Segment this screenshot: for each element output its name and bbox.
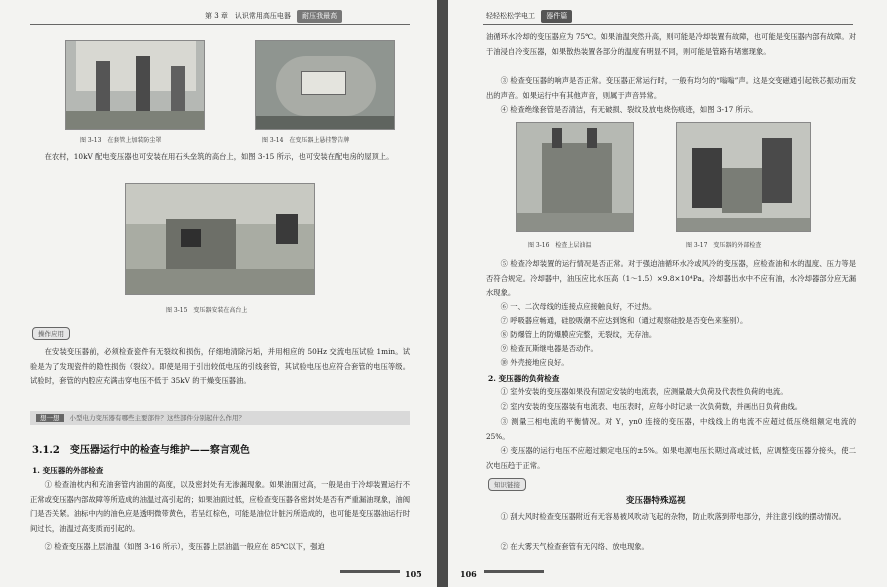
- item-4-bushing-check: ④ 检查绝缘套管是否清洁，有无破损、裂纹及放电烧伤痕迹，如图 3-17 所示。: [500, 105, 758, 114]
- right-running-header: [486, 8, 572, 24]
- section-title-3-1-2: 3.1.2 变压器运行中的检查与维护——察言观色: [32, 445, 250, 456]
- load-item-3: ③ 测量三相电流的平衡情况。对 Y，yn0 连接的变压器，中线线上的电流不应超过低压绕组额定电流的 25%。: [486, 417, 856, 441]
- load-item-1: ① 室外安装的变压器如果没有固定安装的电流表，应测量最大负荷及代表性负荷的电流。: [500, 387, 788, 396]
- think-label: 想一想: [36, 414, 64, 422]
- item-10-grounding: ⑩ 外壳接地应良好。: [500, 358, 569, 367]
- item-2-oil-temperature: ② 检查变压器上层油温（如图 3-16 所示），变压器上层油温一般应在 85℃以下，强迫: [44, 542, 325, 551]
- right-header-tag: 器件篇: [541, 10, 572, 23]
- figure-3-13-caption: 图 3-13 在套管上加装防尘罩: [80, 137, 162, 144]
- left-header-rule: [30, 24, 410, 25]
- knowledge-link-badge: 知识链接: [488, 478, 526, 491]
- left-running-header: [205, 8, 342, 24]
- figure-3-16-photo: [516, 122, 634, 232]
- figure-3-14-caption: 图 3-14 在变压器上悬挂警告牌: [262, 137, 350, 144]
- figure-3-16-caption: 图 3-16 检查上层油温: [528, 242, 592, 249]
- paragraph-rural-installation: 在农村，10kV 配电变压器也可安装在用石头垒筑的高台上，如图 3-15 所示，也可安装在配电房的屋顶上。: [44, 152, 394, 161]
- special-item-1: ① 刮大风时检查变压器附近有无容易被风吹动飞起的杂物，防止吹落到带电部分，并注意引线的摆动情况。: [500, 512, 846, 521]
- left-header-tag: 耐压我最高: [297, 10, 342, 23]
- tip-label-badge: 操作应用: [32, 327, 70, 340]
- item-9-gas-relay: ⑨ 检查瓦斯继电器是否动作。: [500, 344, 598, 353]
- right-page: [448, 0, 887, 587]
- right-header-rule: [483, 24, 853, 25]
- right-page-number: 106: [460, 569, 477, 579]
- think-box: [30, 411, 410, 425]
- left-header-chapter: 第 3 章 认识常用高压电器: [205, 12, 291, 20]
- left-page: [0, 0, 437, 587]
- left-page-number-bar: [340, 570, 400, 573]
- section-title-special-inspection: 变压器特殊巡视: [626, 496, 686, 506]
- figure-3-15-photo: [125, 183, 315, 295]
- paragraph-temperature-continued: 油循环水冷却的变压器应为 75℃。如果油温突然升高，则可能是冷却装置有故障，也可能是变压器内部有故障。对于油浸自冷变压器，如果散热装置各部分的温度有明显不同，则可能是管路有堵塞现象。: [486, 32, 857, 56]
- special-item-2: ② 在大雾天气检查套管有无闪络、放电现象。: [500, 542, 649, 551]
- item-3-sound-check: ③ 检查变压器的响声是否正常。变压器正常运行时，一般有均匀的“嗡嗡”声。这是交变磁通引起铁芯振动而发出的声音。如果运行中有其他声音，则属于声音异常。: [486, 76, 856, 100]
- think-question: 小型电力变压器有哪些主要部件？这些部件分别起什么作用？: [69, 414, 245, 422]
- figure-3-17-caption: 图 3-17 变压器的外部检查: [686, 242, 762, 249]
- left-page-number: 105: [405, 569, 422, 579]
- right-header-title: 轻轻松松学电工: [486, 12, 535, 20]
- item-1-oil-level: ① 检查油枕内和充油套管内油面的高度，以及密封处有无渗漏现象。如果油面过高，一般是由于冷却装置运行不正常或变压器内部故障等所造成的油温过高引起的；如果油面过低，应检查变压器各密封处是否有严重漏油现象，油阀门是否关紧。油标中内的油色应是透明微带黄色，若呈红棕色，可能是油位计脏污所造成的，也可能是变压器油运行时间过长，油温过高变质而引起的。: [30, 480, 410, 533]
- load-item-2: ② 室内安装的变压器装有电流表、电压表时，应每小时记录一次负荷数，并画出日负荷曲线。: [500, 402, 803, 411]
- subsection-title-load-check: 2. 变压器的负荷检查: [488, 374, 560, 383]
- figure-3-17-photo: [676, 122, 811, 232]
- item-5-cooling-check: ⑤ 检查冷却装置的运行情况是否正常。对于强迫油循环水冷或风冷的变压器，应检查油和水的温度、压力等是否符合规定。冷却器中，油压应比水压高（1～1.5）×9.8×10⁴Pa。冷却器出水中不应有油，水冷却器部分应无漏水现象。: [486, 259, 856, 297]
- book-gutter: [437, 0, 448, 587]
- load-item-4: ④ 变压器的运行电压不应超过额定电压的±5%。如果电源电压长期过高或过低，应调整变压器分接头，使二次电压趋于正常。: [486, 446, 856, 470]
- item-6-busbar: ⑥ 一、二次母线的连接点应接触良好，不过热。: [500, 302, 657, 311]
- paragraph-install-check: 在安装变压器前，必须检查瓷件有无裂纹和损伤，仔细地清除污垢，并用相应的 50Hz 交流电压试验 1min。试验是为了发现瓷件的隐性损伤（裂纹）。即使是用于引出较低电压的引线套管，其试验电压也应符合套管的电压等级。试验时，套管的内腔应充满击穿电压不低于 35kV 的干燥变压器油。: [30, 347, 410, 385]
- figure-3-15-caption: 图 3-15 变压器安装在高台上: [166, 307, 248, 314]
- item-8-explosion-membrane: ⑧ 防爆管上的防爆膜应完整，无裂纹，无存油。: [500, 330, 657, 339]
- subsection-title-external-check: 1. 变压器的外部检查: [32, 466, 104, 475]
- item-7-breather: ⑦ 呼吸器应畅通，硅胶吸潮不应达到饱和（通过观察硅胶是否变色来鉴别）。: [500, 316, 748, 325]
- figure-3-14-photo: [255, 40, 395, 130]
- figure-3-13-photo: [65, 40, 205, 130]
- right-page-number-bar: [484, 570, 544, 573]
